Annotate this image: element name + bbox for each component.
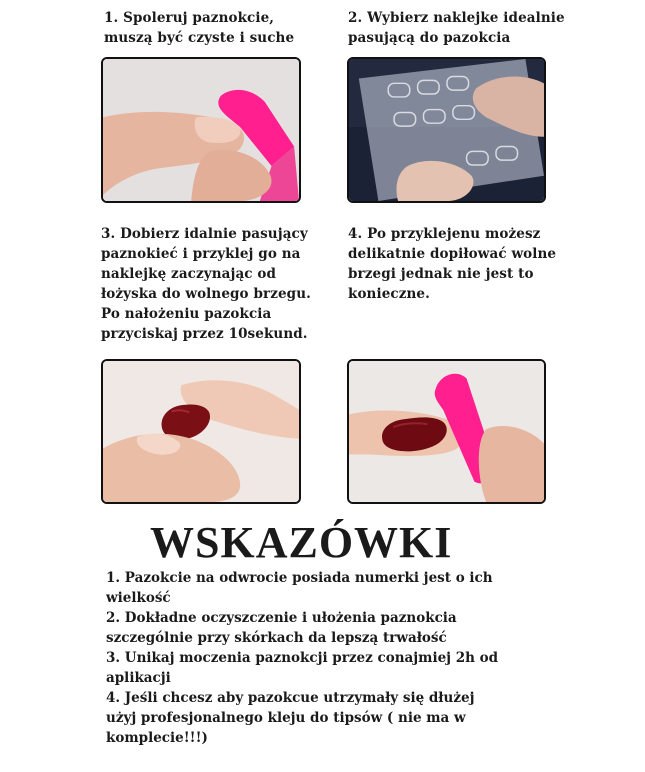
tip-item-4	[106, 688, 498, 748]
step-2-line-2: pasującą do pazokcia	[348, 30, 511, 46]
step-4-photo	[347, 359, 546, 504]
tip-item-2	[106, 608, 498, 648]
step-2-text	[348, 8, 565, 48]
tip-1-line-1: 1. Pazokcie na odwrocie posiada numerki jest o ich	[106, 570, 493, 586]
tips-title: WSKAZÓWKI	[150, 518, 453, 567]
step-2-photo	[347, 57, 546, 203]
tip-item-1	[106, 568, 498, 608]
step-3-line-6: przyciskaj przez 10sekund.	[101, 326, 308, 342]
tip-4-line-1: 4. Jeśli chcesz aby pazokcue utrzymały się dłużej	[106, 690, 475, 706]
step-3-text	[101, 224, 311, 344]
tip-2-line-1: 2. Dokładne oczyszczenie i ułożenia paznokcia	[106, 610, 457, 626]
step-4-line-4: konieczne.	[348, 286, 430, 302]
tip-2-line-2: szczególnie przy skórkach da lepszą trwałość	[106, 630, 447, 646]
step-3-line-4: łożyska do wolnego brzegu.	[101, 286, 311, 302]
step-4-line-3: brzegi jednak nie jest to	[348, 266, 534, 282]
step-4-text	[348, 224, 556, 304]
tip-3-line-2: aplikacji	[106, 670, 171, 686]
step-1-photo	[101, 57, 301, 203]
tip-4-line-2: użyj profesjonalnego kleju do tipsów ( nie ma w	[106, 710, 466, 726]
tip-item-3	[106, 648, 498, 688]
step-2-line-1: 2. Wybierz naklejke idealnie	[348, 10, 565, 26]
tip-4-line-3: komplecie!!!)	[106, 730, 208, 746]
step-3-line-3: naklejkę zaczynając od	[101, 266, 277, 282]
step-3-line-1: 3. Dobierz idalnie pasujący	[101, 226, 308, 242]
tip-3-line-1: 3. Unikaj moczenia paznokcji przez conajmiej 2h od	[106, 650, 499, 666]
step-1-line-1: 1. Spoleruj paznokcie,	[104, 10, 275, 26]
step-4-line-2: delikatnie dopiłować wolne	[348, 246, 557, 262]
step-1-line-2: muszą być czyste i suche	[104, 30, 295, 46]
tip-1-line-2: wielkość	[106, 590, 171, 606]
step-1-text	[104, 8, 294, 48]
step-4-line-1: 4. Po przyklejenu możesz	[348, 226, 541, 242]
step-3-line-5: Po nałożeniu pazokcia	[101, 306, 272, 322]
tips-list	[106, 568, 498, 748]
step-3-line-2: paznokieć i przyklej go na	[101, 246, 301, 262]
step-3-photo	[101, 359, 301, 504]
